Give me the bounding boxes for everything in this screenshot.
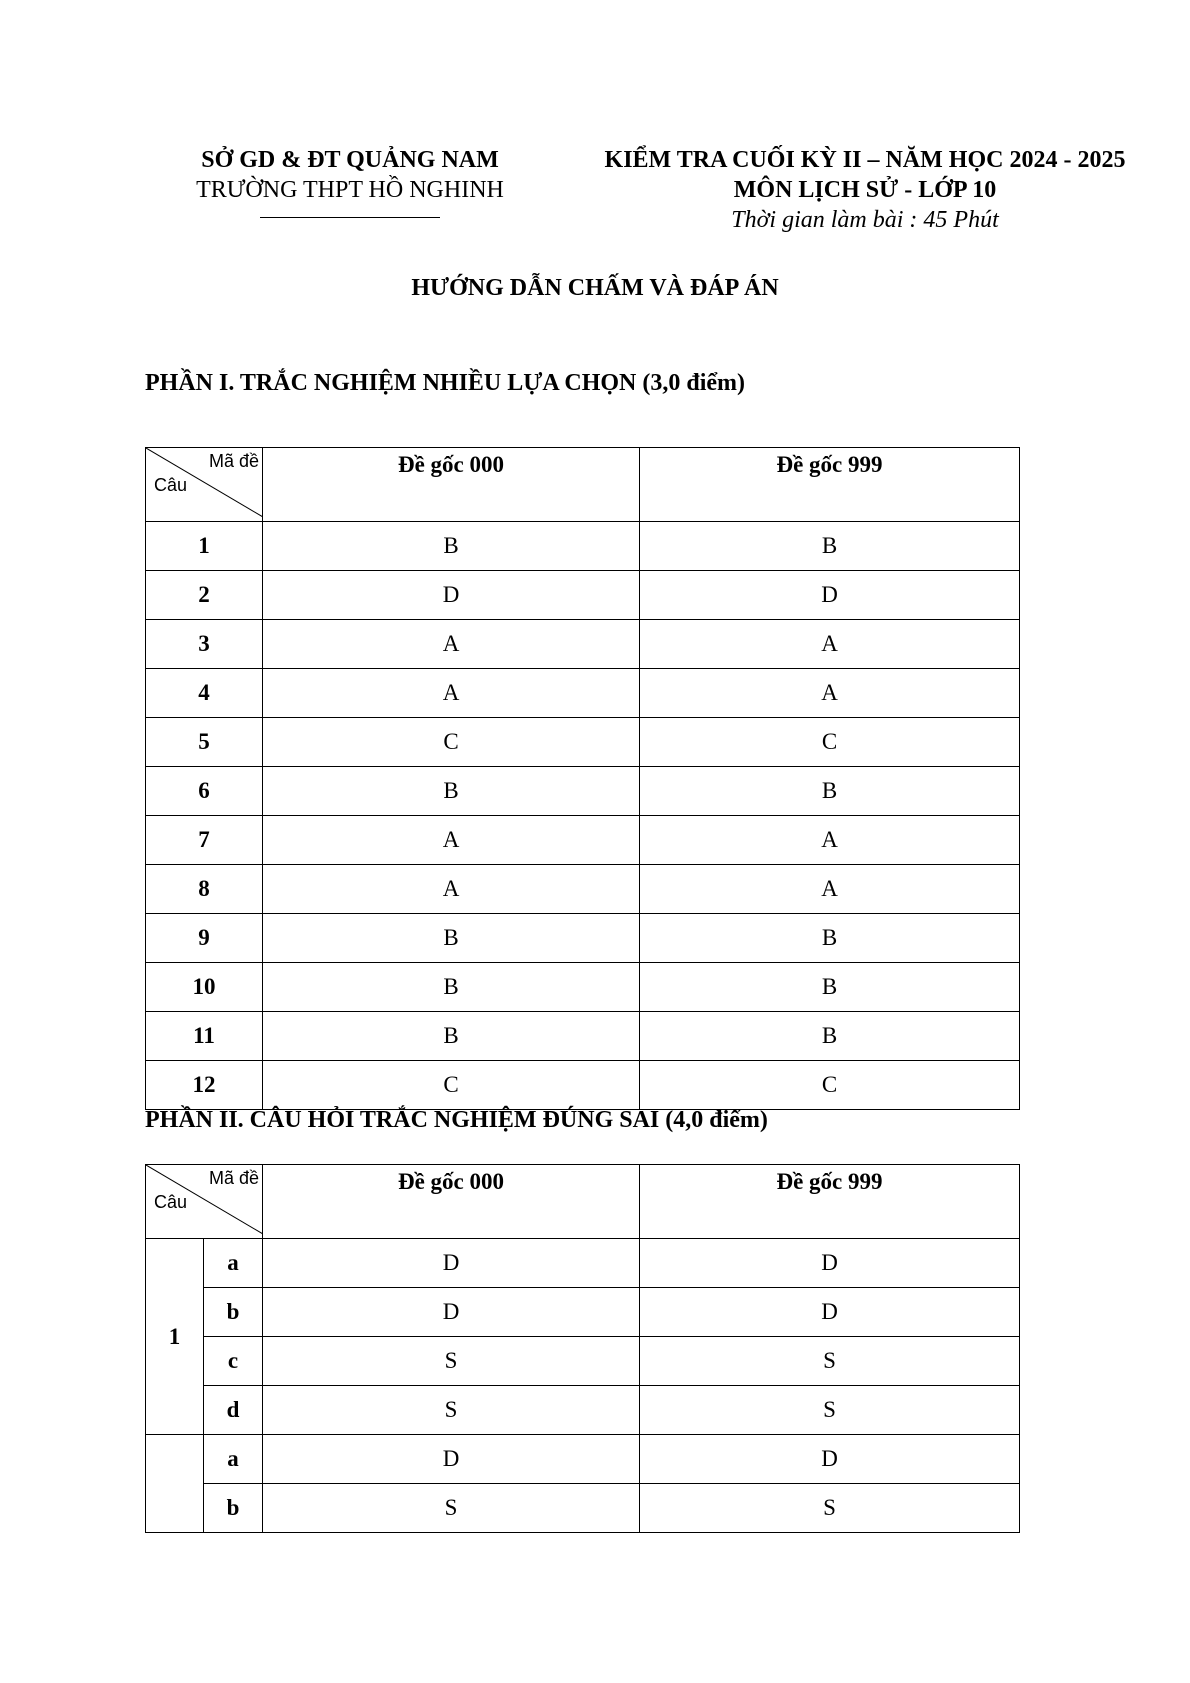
question-number: 8 [146, 865, 263, 914]
question-number [146, 1435, 204, 1533]
table-row [146, 963, 1020, 1012]
answer-de-999: D [640, 571, 1020, 620]
answer-de-999: B [640, 1012, 1020, 1061]
answer-de-999: D [640, 1239, 1020, 1288]
answer-de-999: S [640, 1484, 1020, 1533]
question-number: 2 [146, 571, 263, 620]
part1-answer-table [145, 447, 1020, 1110]
answer-de-999: C [640, 1061, 1020, 1110]
table-row [146, 1337, 1020, 1386]
column-header-de-goc-000: Đề gốc 000 [263, 1165, 640, 1239]
sub-question-letter: c [204, 1337, 263, 1386]
answer-de-000: B [263, 767, 640, 816]
header-underline [260, 217, 440, 218]
table-row [146, 816, 1020, 865]
table-row [146, 1239, 1020, 1288]
answer-de-000: C [263, 718, 640, 767]
question-number: 11 [146, 1012, 263, 1061]
table-row [146, 865, 1020, 914]
question-number: 12 [146, 1061, 263, 1110]
answer-de-000: B [263, 522, 640, 571]
answer-de-000: S [263, 1337, 640, 1386]
part1-heading: PHẦN I. TRẮC NGHIỆM NHIỀU LỰA CHỌN (3,0 điểm) [145, 370, 746, 396]
answer-de-000: B [263, 1012, 640, 1061]
table-row [146, 767, 1020, 816]
exam-code-label: Mã đề [208, 451, 259, 471]
answer-de-000: D [263, 1435, 640, 1484]
question-number: 1 [146, 1239, 204, 1435]
time-limit: Thời gian làm bài : 45 Phút [731, 207, 999, 233]
answer-de-000: B [263, 914, 640, 963]
answer-de-000: C [263, 1061, 640, 1110]
department-name: SỞ GD & ĐT QUẢNG NAM [201, 147, 499, 173]
exam-header [570, 145, 1160, 235]
answer-de-999: A [640, 669, 1020, 718]
table-row [146, 669, 1020, 718]
answer-de-000: A [263, 620, 640, 669]
answer-de-999: C [640, 718, 1020, 767]
table-row [146, 1386, 1020, 1435]
question-number: 10 [146, 963, 263, 1012]
answer-de-999: B [640, 767, 1020, 816]
answer-de-000: S [263, 1386, 640, 1435]
question-number: 6 [146, 767, 263, 816]
answer-de-999: D [640, 1288, 1020, 1337]
answer-de-999: B [640, 522, 1020, 571]
answer-de-000: D [263, 1288, 640, 1337]
answer-de-999: A [640, 816, 1020, 865]
answer-de-000: D [263, 571, 640, 620]
question-number: 1 [146, 522, 263, 571]
school-header [170, 145, 530, 218]
answer-de-000: S [263, 1484, 640, 1533]
answer-de-999: D [640, 1435, 1020, 1484]
table-row [146, 1061, 1020, 1110]
sub-question-letter: d [204, 1386, 263, 1435]
question-label: Câu [154, 1192, 188, 1212]
question-number: 4 [146, 669, 263, 718]
answer-de-999: S [640, 1337, 1020, 1386]
answer-de-999: S [640, 1386, 1020, 1435]
corner-header-cell [146, 1165, 263, 1239]
sub-question-letter: a [204, 1435, 263, 1484]
answer-de-000: D [263, 1239, 640, 1288]
question-label: Câu [154, 475, 188, 495]
answer-de-000: A [263, 669, 640, 718]
exam-title: KIỂM TRA CUỐI KỲ II – NĂM HỌC 2024 - 2025 [604, 147, 1126, 173]
sub-question-letter: b [204, 1288, 263, 1337]
question-number: 3 [146, 620, 263, 669]
school-name: TRƯỜNG THPT HỒ NGHINH [196, 177, 504, 203]
table-row [146, 620, 1020, 669]
column-header-de-goc-000: Đề gốc 000 [263, 448, 640, 522]
sub-question-letter: a [204, 1239, 263, 1288]
column-header-de-goc-999: Đề gốc 999 [640, 1165, 1020, 1239]
table-row [146, 1435, 1020, 1484]
part2-heading: PHẦN II. CÂU HỎI TRẮC NGHIỆM ĐÚNG SAI (4,0 điểm) [145, 1107, 768, 1133]
table-row [146, 1012, 1020, 1061]
sub-question-letter: b [204, 1484, 263, 1533]
answer-de-999: A [640, 620, 1020, 669]
exam-code-label: Mã đề [208, 1168, 259, 1188]
column-header-de-goc-999: Đề gốc 999 [640, 448, 1020, 522]
document-title: HƯỚNG DẪN CHẤM VÀ ĐÁP ÁN [411, 275, 779, 301]
answer-de-999: A [640, 865, 1020, 914]
table-row [146, 571, 1020, 620]
table-row [146, 1288, 1020, 1337]
subject-title: MÔN LỊCH SỬ - LỚP 10 [733, 177, 997, 203]
part2-answer-table [145, 1164, 1020, 1533]
table-row [146, 718, 1020, 767]
corner-header-cell [146, 448, 263, 522]
question-number: 7 [146, 816, 263, 865]
table-row [146, 1484, 1020, 1533]
answer-de-999: B [640, 914, 1020, 963]
table-row [146, 522, 1020, 571]
table-row [146, 914, 1020, 963]
question-number: 5 [146, 718, 263, 767]
answer-de-999: B [640, 963, 1020, 1012]
answer-de-000: B [263, 963, 640, 1012]
answer-de-000: A [263, 865, 640, 914]
answer-de-000: A [263, 816, 640, 865]
question-number: 9 [146, 914, 263, 963]
